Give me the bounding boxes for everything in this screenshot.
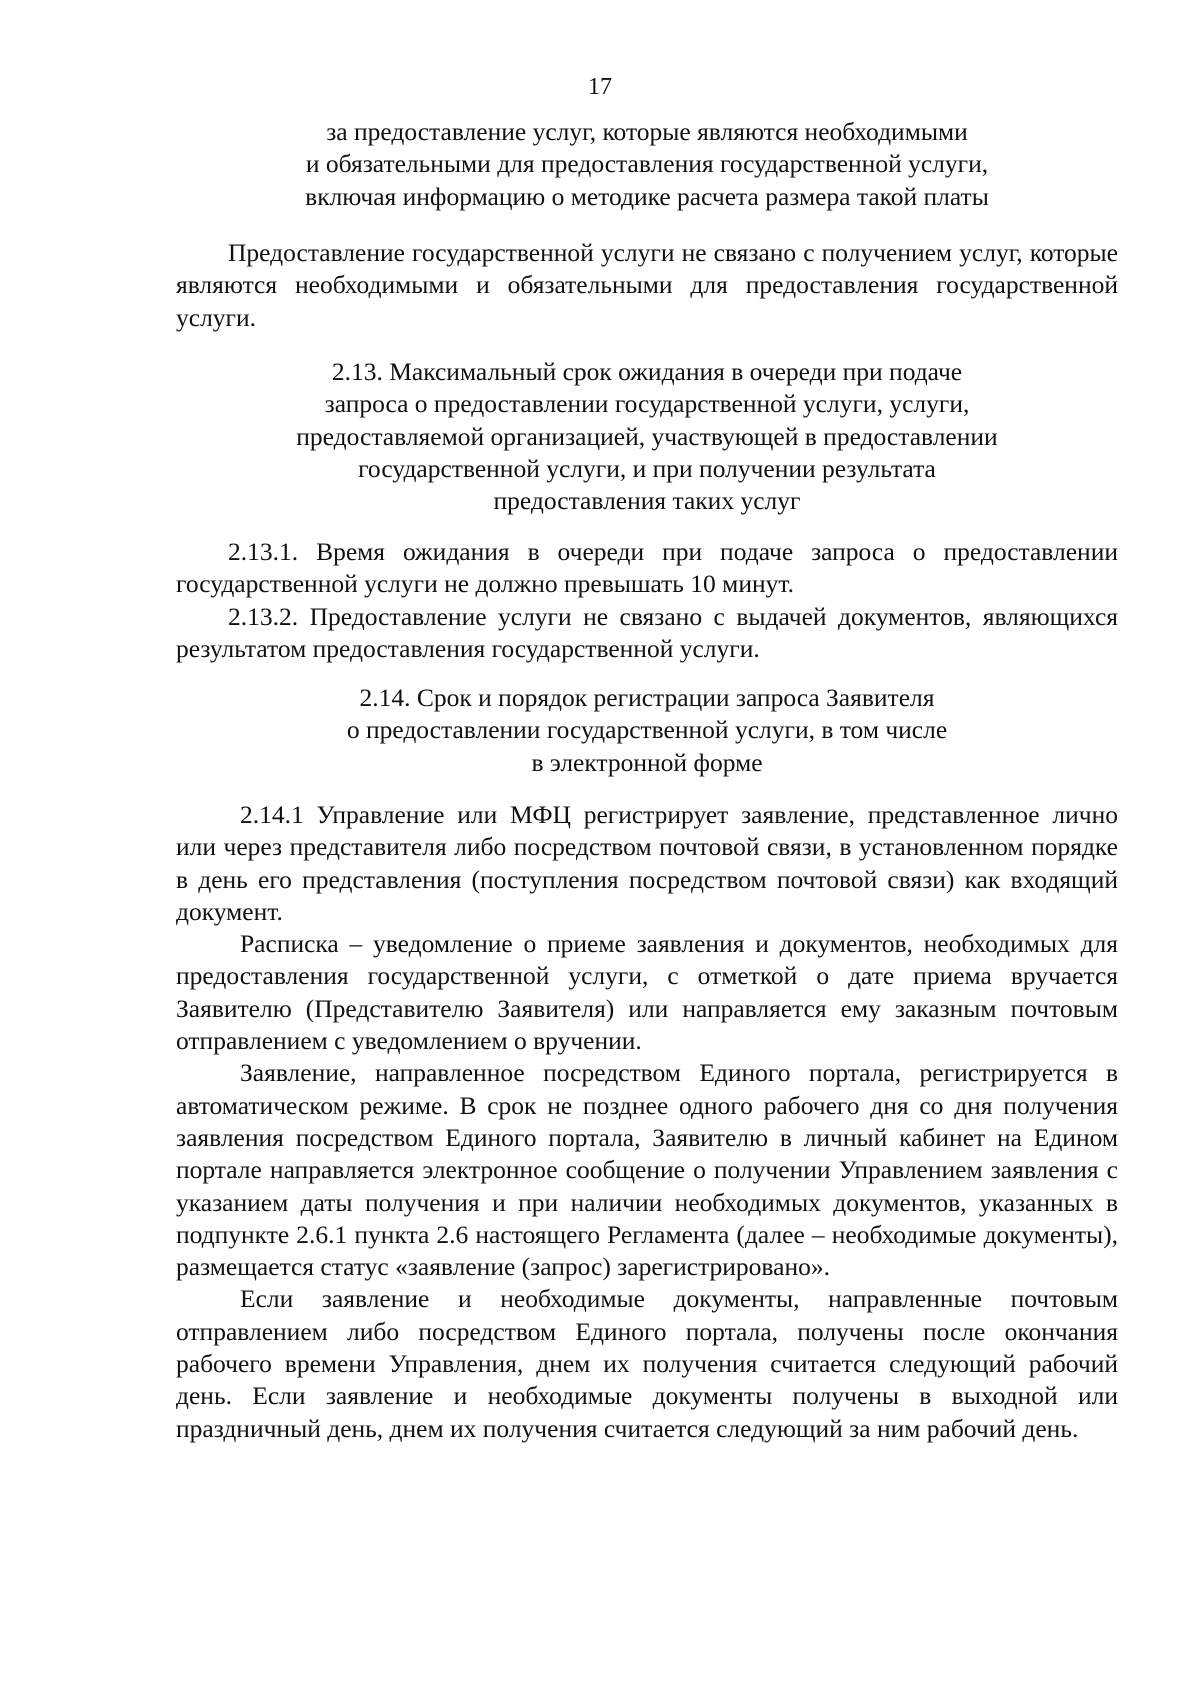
- heading-line: включая информацию о методике расчета размера такой платы: [305, 181, 989, 211]
- paragraph-portal-registration: Заявление, направленное посредством Единого портала, регистрируется в автоматическом режиме. В срок не позднее одного рабочего дня со дня получения заявления посредством Единого портала, Заявителю в личный кабинет на Едином портале направляется электронное сообщение о получении Управлением заявления с указанием даты получения и при наличии необходимых документов, указанных в подпункте 2.6.1 пункта 2.6 настоящего Регламента (далее – необходимые документы), размещается статус «заявление (запрос) зарегистрировано».: [176, 1058, 1118, 1282]
- paragraph-2-14-1: 2.14.1 Управление или МФЦ регистрирует заявление, представленное лично или через представителя либо посредством почтовой связи, в установленном порядке в день его представления (поступления посредством почтовой связи) как входящий документ.: [176, 800, 1118, 926]
- heading-line: государственной услуги, и при получении результата: [358, 453, 936, 483]
- heading-line: за предоставление услуг, которые являются необходимыми: [326, 117, 968, 146]
- section-heading-fee: [176, 116, 1118, 213]
- section-heading-2-13: [176, 356, 1118, 517]
- heading-line: и обязательными для предоставления государственной услуги,: [305, 149, 989, 179]
- heading-line: в электронной форме: [531, 747, 763, 777]
- paragraph-no-related-services: Предоставление государственной услуги не связано с получением услуг, которые являются необходимыми и обязательными для предоставления государственной услуги.: [176, 238, 1118, 332]
- heading-line: о предоставлении государственной услуги, в том числе: [346, 715, 948, 745]
- heading-line: 2.14. Срок и порядок регистрации запроса Заявителя: [359, 683, 935, 712]
- paragraph-block-2-14: [176, 799, 1118, 1445]
- paragraph-receipt: Расписка – уведомление о приеме заявления и документов, необходимых для предоставления государственной услуги, с отметкой о дате приема вручается Заявителю (Представителю Заявителя) или направляется ему заказным почтовым отправлением с уведомлением о вручении.: [176, 929, 1118, 1056]
- heading-line: предоставляемой организацией, участвующей в предоставлении: [296, 421, 998, 451]
- page-number: 17: [588, 74, 612, 100]
- paragraph-block-1: [176, 237, 1118, 334]
- paragraph-2-13-1: 2.13.1. Время ожидания в очереди при подаче запроса о предоставлении государственной услуги не должно превышать 10 минут.: [176, 537, 1118, 599]
- section-heading-2-14: [176, 682, 1118, 779]
- heading-line: 2.13. Максимальный срок ожидания в очереди при подаче: [331, 357, 963, 386]
- paragraph-2-13-2: 2.13.2. Предоставление услуги не связано с выдачей документов, являющихся результатом предоставления государственной услуги.: [176, 601, 1118, 663]
- heading-line: предоставления таких услуг: [493, 486, 801, 516]
- paragraph-after-hours: Если заявление и необходимые документы, направленные почтовым отправлением либо посредством Единого портала, получены после окончания рабочего времени Управления, днем их получения считается следующий рабочий день. Если заявление и необходимые документы получены в выходной или праздничный день, днем их получения считается следующий за ним рабочий день.: [176, 1284, 1118, 1443]
- heading-line: запроса о предоставлении государственной услуги, услуги,: [324, 389, 970, 419]
- paragraph-block-2-13: [176, 536, 1118, 665]
